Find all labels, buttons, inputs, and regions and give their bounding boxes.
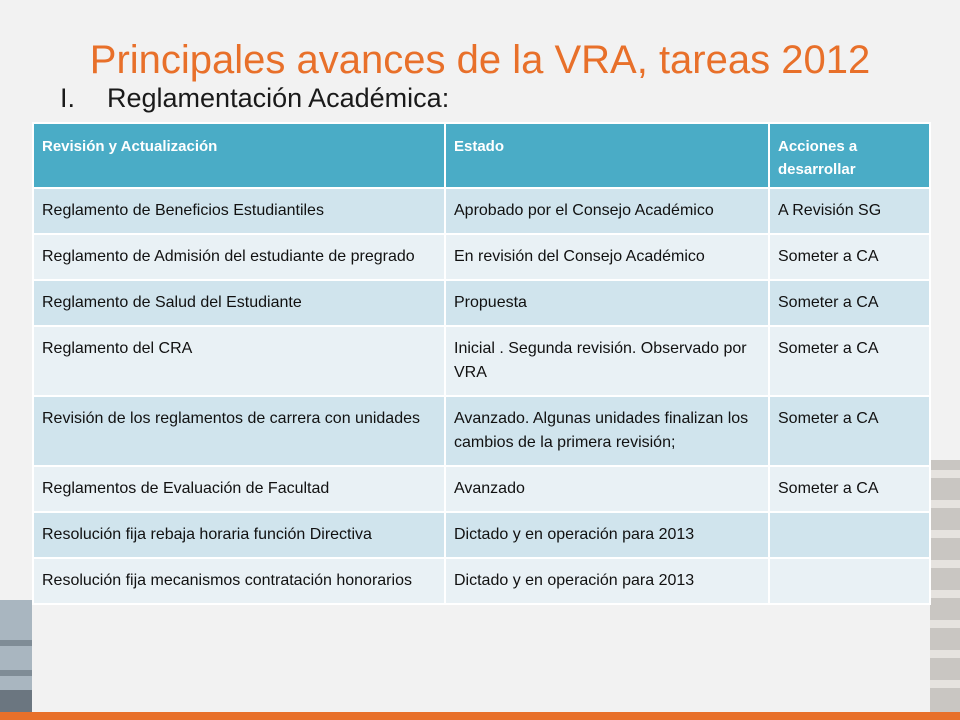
table-row (33, 466, 930, 512)
cell-status: Aprobado por el Consejo Académico (445, 188, 769, 234)
cell-action: A Revisión SG (769, 188, 930, 234)
cell-action: Someter a CA (769, 326, 930, 396)
cell-status: Avanzado. Algunas unidades finalizan los cambios de la primera revisión; (445, 396, 769, 466)
cell-action: Someter a CA (769, 234, 930, 280)
column-header-revision: Revisión y Actualización (33, 123, 445, 188)
cell-status: En revisión del Consejo Académico (445, 234, 769, 280)
cell-regulation: Reglamentos de Evaluación de Facultad (33, 466, 445, 512)
cell-regulation: Reglamento de Admisión del estudiante de pregrado (33, 234, 445, 280)
cell-regulation: Revisión de los reglamentos de carrera con unidades (33, 396, 445, 466)
cell-action (769, 512, 930, 558)
cell-action: Someter a CA (769, 280, 930, 326)
cell-status: Avanzado (445, 466, 769, 512)
cell-regulation: Resolución fija mecanismos contratación honorarios (33, 558, 445, 604)
section-title: Reglamentación Académica: (107, 83, 450, 113)
section-heading (60, 83, 449, 114)
cell-regulation: Reglamento de Salud del Estudiante (33, 280, 445, 326)
column-header-estado: Estado (445, 123, 769, 188)
cell-status: Dictado y en operación para 2013 (445, 558, 769, 604)
table-row (33, 558, 930, 604)
cell-action: Someter a CA (769, 396, 930, 466)
regulations-table (32, 122, 931, 605)
accent-bar (0, 712, 960, 720)
table-row (33, 512, 930, 558)
section-number: I. (60, 83, 76, 113)
table-row (33, 234, 930, 280)
column-header-acciones: Acciones a desarrollar (769, 123, 930, 188)
cell-status: Propuesta (445, 280, 769, 326)
cell-regulation: Reglamento del CRA (33, 326, 445, 396)
table-row (33, 326, 930, 396)
table-row (33, 280, 930, 326)
cell-action: Someter a CA (769, 466, 930, 512)
slide-title: Principales avances de la VRA, tareas 2012 (89, 38, 871, 82)
cell-status: Inicial . Segunda revisión. Observado por VRA (445, 326, 769, 396)
cell-regulation: Resolución fija rebaja horaria función Directiva (33, 512, 445, 558)
cell-action (769, 558, 930, 604)
cell-status: Dictado y en operación para 2013 (445, 512, 769, 558)
table-header-row (33, 123, 930, 188)
cell-regulation: Reglamento de Beneficios Estudiantiles (33, 188, 445, 234)
table-row (33, 396, 930, 466)
table-row (33, 188, 930, 234)
